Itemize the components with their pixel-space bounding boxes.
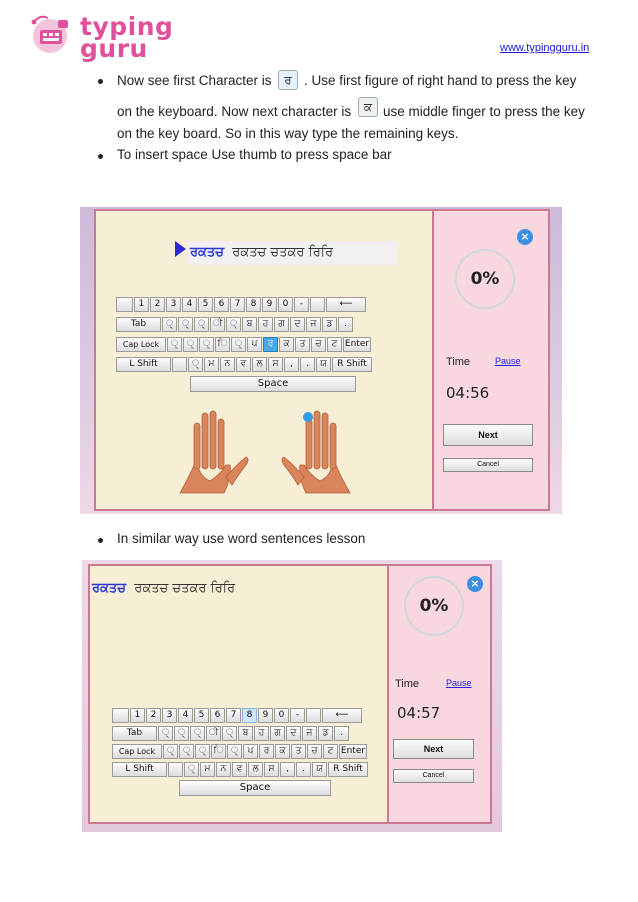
caps-lock-key[interactable]: Cap Lock (112, 744, 162, 759)
typingguru-logo-icon (28, 10, 74, 56)
key[interactable]: ੑ (167, 337, 182, 352)
key[interactable]: ਡ (322, 317, 337, 332)
key[interactable]: ਸ (264, 762, 279, 777)
keyboard-row-home (116, 337, 372, 352)
key[interactable]: ਚ (311, 337, 326, 352)
char-ka-icon: ਕ (358, 97, 378, 117)
bullet-dot (98, 538, 103, 543)
key[interactable]: ੑ (184, 762, 199, 777)
logo-text-guru: guru (80, 34, 148, 63)
left-shift-key[interactable]: L Shift (112, 762, 167, 777)
key[interactable]: ੑ (231, 337, 246, 352)
key[interactable]: ਹ (258, 317, 273, 332)
key[interactable]: 6 (214, 297, 229, 312)
key[interactable]: . (300, 357, 315, 372)
hands-illustration (160, 405, 370, 497)
key[interactable]: ਬ (238, 726, 253, 741)
bullet1-line2-end: use middle finger to press the key (383, 104, 585, 119)
typing-screenshot-2 (82, 560, 502, 832)
key[interactable]: ਬ (242, 317, 257, 332)
key[interactable]: ੑ (188, 357, 203, 372)
key[interactable]: ਨ (220, 357, 235, 372)
key[interactable]: - (294, 297, 309, 312)
keyboard-row-numbers (112, 708, 363, 723)
bullet-dot (98, 79, 103, 84)
key[interactable]: ਟ (327, 337, 342, 352)
keyboard-row-top (116, 317, 354, 332)
enter-key[interactable]: Enter (343, 337, 371, 352)
bullet2-text: To insert space Use thumb to press space bar (117, 147, 392, 162)
key[interactable]: ਡ (318, 726, 333, 741)
key[interactable]: ੑ (183, 337, 198, 352)
key[interactable]: 9 (262, 297, 277, 312)
key[interactable] (112, 708, 129, 723)
key[interactable]: ਿ (215, 337, 230, 352)
bullet1-line3: on the key board. So in this way type the remaining keys. (117, 126, 459, 141)
key[interactable]: ਜ (306, 317, 321, 332)
prompt-current-word: ਰਕਤਚ (92, 581, 127, 596)
key[interactable]: ੑ (190, 726, 205, 741)
key[interactable]: ਜ (302, 726, 317, 741)
key[interactable]: 7 (226, 708, 241, 723)
key[interactable]: ਿ (211, 744, 226, 759)
key[interactable]: ਤ (295, 337, 310, 352)
key[interactable]: 0 (274, 708, 289, 723)
lesson-prompt (188, 241, 397, 265)
key[interactable]: ਹ (254, 726, 269, 741)
keyboard-row-bottom (116, 357, 373, 372)
key[interactable]: ਦ (286, 726, 301, 741)
bullet3-text: In similar way use word sentences lesson (117, 531, 366, 546)
key[interactable]: ਯ (316, 357, 331, 372)
bullet1-line2-start: on the keyboard. Now next character is (117, 104, 352, 119)
space-key[interactable]: Space (179, 780, 331, 796)
key[interactable]: ੑ (163, 744, 178, 759)
key[interactable] (116, 297, 133, 312)
key[interactable]: 3 (162, 708, 177, 723)
backspace-key[interactable]: ⟵ (326, 297, 366, 312)
key[interactable]: ਦ (290, 317, 305, 332)
time-label: Time (446, 356, 471, 368)
key[interactable]: ੑ (227, 744, 242, 759)
timer-value: 04:57 (397, 704, 441, 722)
tab-key[interactable]: Tab (116, 317, 161, 332)
key[interactable]: 4 (182, 297, 197, 312)
key[interactable]: ੑ (194, 317, 209, 332)
space-key[interactable]: Space (190, 376, 356, 392)
key[interactable]: 1 (134, 297, 149, 312)
close-icon[interactable]: × (517, 229, 533, 245)
key[interactable]: 5 (194, 708, 209, 723)
key[interactable]: , (280, 762, 295, 777)
enter-key[interactable]: Enter (339, 744, 367, 759)
finger-indicator-dot (303, 412, 313, 422)
next-button[interactable]: Next (393, 739, 474, 759)
play-arrow-icon (175, 241, 186, 257)
key[interactable]: ਪ (247, 337, 262, 352)
key[interactable]: 5 (198, 297, 213, 312)
key[interactable]: ਗ (270, 726, 285, 741)
keyboard-row-top (112, 726, 350, 741)
pause-link[interactable]: Pause (446, 678, 472, 688)
keyboard-row-bottom (112, 762, 369, 777)
key[interactable]: ੑ (199, 337, 214, 352)
key[interactable]: , (284, 357, 299, 372)
bullet1-line1-end: . Use first figure of right hand to press the key (304, 73, 577, 88)
key[interactable]: ਵ (232, 762, 247, 777)
key-highlighted[interactable]: 8 (242, 708, 257, 723)
key[interactable]: ਨ (216, 762, 231, 777)
key[interactable]: ਤ (291, 744, 306, 759)
key[interactable]: . (296, 762, 311, 777)
next-button[interactable]: Next (443, 424, 533, 446)
time-label: Time (395, 678, 420, 690)
tab-key[interactable]: Tab (112, 726, 157, 741)
key[interactable]: 7 (230, 297, 245, 312)
key[interactable]: ੑ (178, 317, 193, 332)
keyboard-row-space (179, 780, 332, 796)
cancel-button[interactable]: Cancel (443, 458, 533, 472)
key[interactable]: 3 (166, 297, 181, 312)
key[interactable]: ਸ (268, 357, 283, 372)
keyboard-row-numbers (116, 297, 367, 312)
cancel-button[interactable]: Cancel (393, 769, 474, 783)
right-shift-key[interactable]: R Shift (332, 357, 372, 372)
key[interactable]: ੍ (226, 317, 241, 332)
keyboard-row-home (112, 744, 368, 759)
key[interactable] (310, 297, 325, 312)
bullet1-line1-start: Now see first Character is (117, 73, 272, 88)
key-highlighted[interactable]: ਰ (263, 337, 278, 352)
key[interactable]: ਯ (312, 762, 327, 777)
key[interactable]: ਮ (200, 762, 215, 777)
key[interactable] (172, 357, 187, 372)
key[interactable] (168, 762, 183, 777)
key[interactable]: ੀ (206, 726, 221, 741)
left-shift-key[interactable]: L Shift (116, 357, 171, 372)
key[interactable]: ਲ (252, 357, 267, 372)
key[interactable]: 1 (130, 708, 145, 723)
typing-screenshot-1 (80, 207, 562, 514)
key[interactable]: ਮ (204, 357, 219, 372)
bullet-dot (98, 154, 103, 159)
key[interactable]: 2 (146, 708, 161, 723)
key[interactable]: ੀ (210, 317, 225, 332)
right-shift-key[interactable]: R Shift (328, 762, 368, 777)
key[interactable]: ਰ (259, 744, 274, 759)
key[interactable]: ਪ (243, 744, 258, 759)
prompt-remaining: ਰਕਤਚ ਚਤਕਰ ਰਿਰਿ (134, 581, 236, 596)
progress-percent: 0% (404, 576, 464, 636)
key[interactable]: 0 (278, 297, 293, 312)
key[interactable]: ਕ (279, 337, 294, 352)
close-icon[interactable]: × (467, 576, 483, 592)
key[interactable]: 8 (246, 297, 261, 312)
key[interactable]: ਗ (274, 317, 289, 332)
lesson-prompt (92, 578, 292, 600)
key[interactable]: ੑ (195, 744, 210, 759)
key[interactable]: ੑ (162, 317, 177, 332)
key[interactable]: ੑ (174, 726, 189, 741)
key[interactable]: . (338, 317, 353, 332)
key[interactable]: . (334, 726, 349, 741)
key[interactable]: ਚ (307, 744, 322, 759)
key[interactable]: 2 (150, 297, 165, 312)
progress-percent: 0% (455, 249, 515, 309)
key[interactable]: - (290, 708, 305, 723)
key[interactable]: ੑ (158, 726, 173, 741)
timer-value: 04:56 (446, 384, 490, 402)
key[interactable]: ਵ (236, 357, 251, 372)
caps-lock-key[interactable]: Cap Lock (116, 337, 166, 352)
key[interactable] (306, 708, 321, 723)
prompt-remaining: ਰਕਤਚ ਚਤਕਰ ਰਿਰਿ (232, 245, 334, 260)
key[interactable]: ੑ (179, 744, 194, 759)
prompt-current-word: ਰਕਤਚ (190, 245, 225, 260)
pause-link[interactable]: Pause (495, 356, 521, 366)
backspace-key[interactable]: ⟵ (322, 708, 362, 723)
keyboard-row-space (190, 376, 357, 392)
key[interactable]: ਲ (248, 762, 263, 777)
key[interactable]: ਕ (275, 744, 290, 759)
char-ra-icon: ਰ (278, 70, 298, 90)
key[interactable]: ਟ (323, 744, 338, 759)
key[interactable]: 4 (178, 708, 193, 723)
logo-text-typing: typing (80, 12, 174, 41)
key[interactable]: 6 (210, 708, 225, 723)
site-url-link[interactable]: www.typingguru.in (500, 42, 590, 54)
key[interactable]: ੍ (222, 726, 237, 741)
key[interactable]: 9 (258, 708, 273, 723)
